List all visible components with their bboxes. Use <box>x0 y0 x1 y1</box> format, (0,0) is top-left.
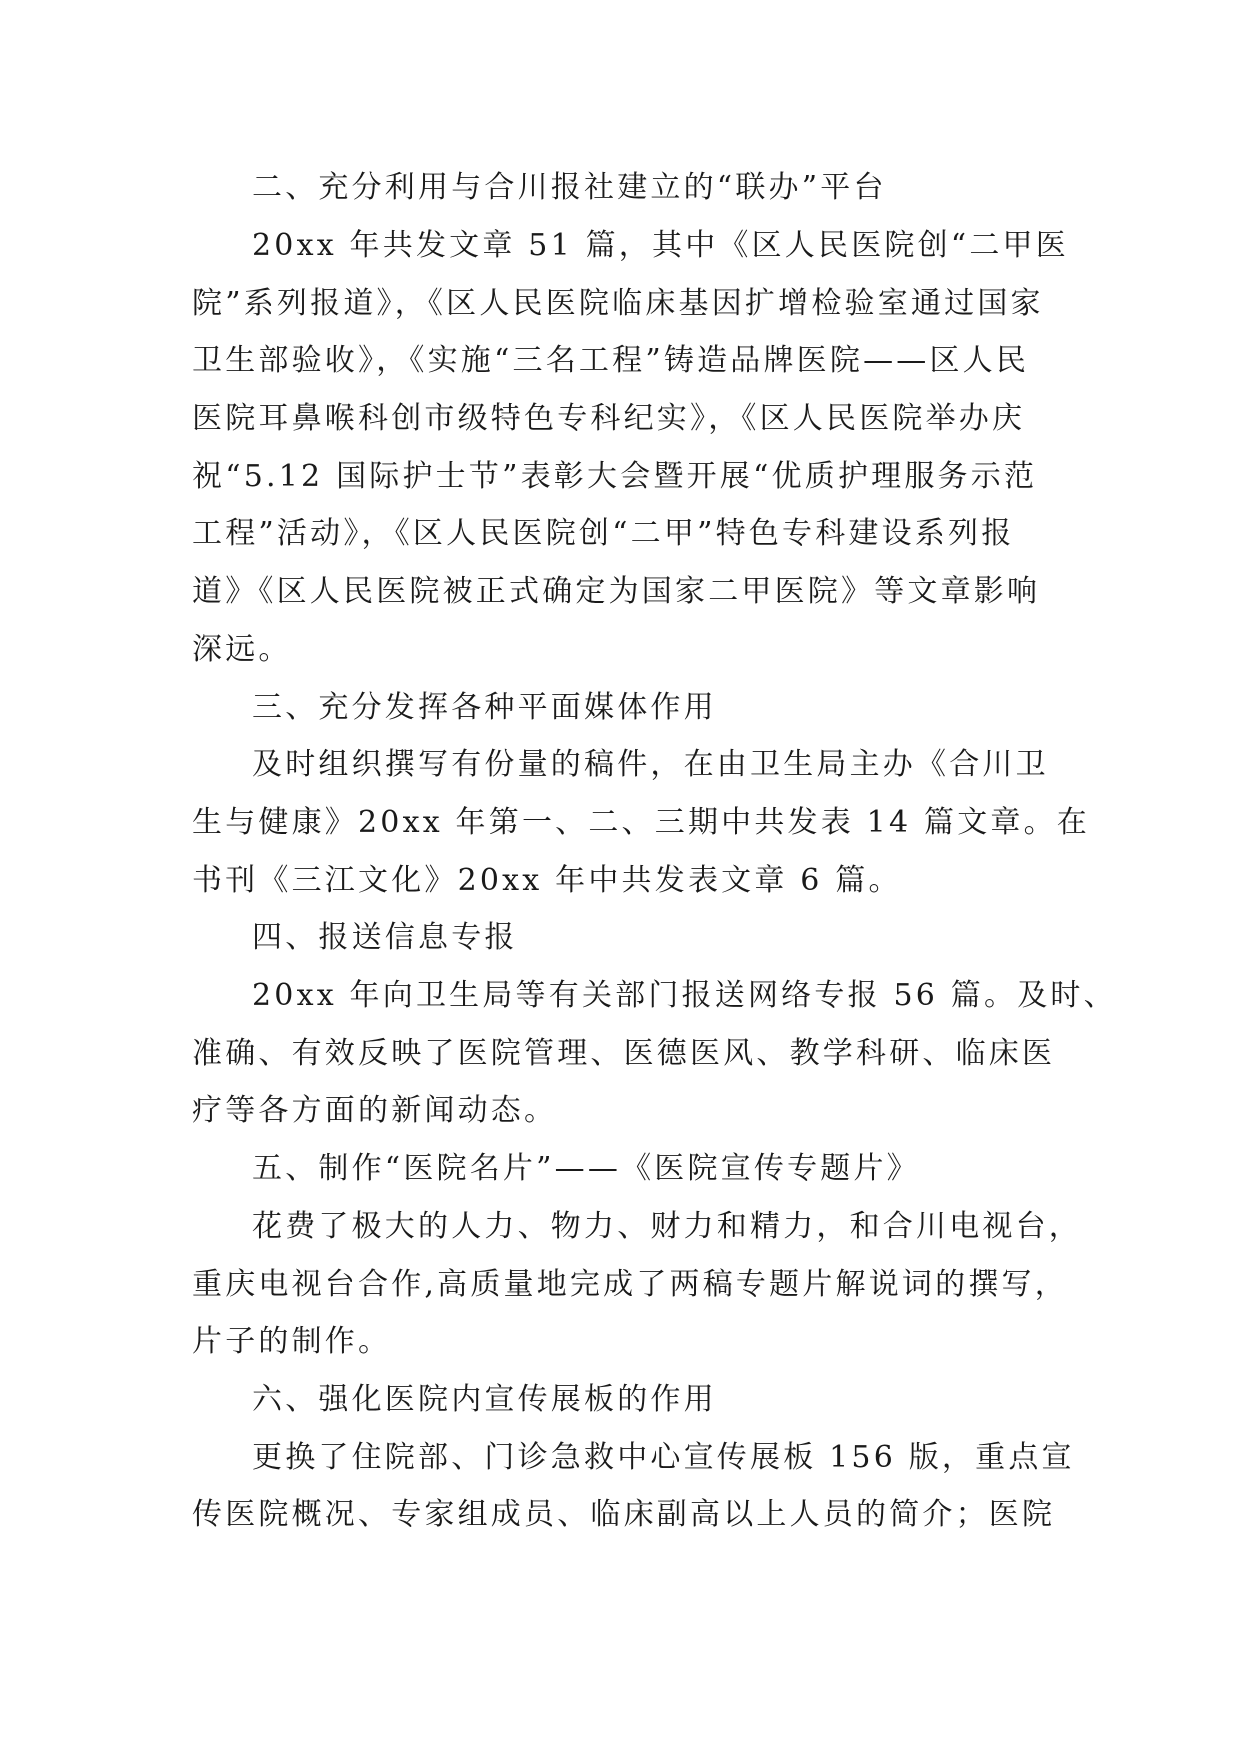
paragraph-line: 生与健康》20xx 年第一、二、三期中共发表 14 篇文章。在 <box>192 805 1090 840</box>
paragraph-line: 20xx 年向卫生局等有关部门报送网络专报 56 篇。及时、 <box>252 978 1117 1013</box>
paragraph-line: 道》《区人民医院被正式确定为国家二甲医院》等文章影响 <box>192 574 1041 609</box>
paragraph-line: 更换了住院部、门诊急救中心宣传展板 156 版，重点宣 <box>252 1440 1075 1475</box>
heading-2: 二、充分利用与合川报社建立的“联办”平台 <box>252 170 887 205</box>
paragraph-line: 深远。 <box>192 632 292 667</box>
paragraph-line: 疗等各方面的新闻动态。 <box>192 1093 558 1128</box>
paragraph-line: 准确、有效反映了医院管理、医德医风、教学科研、临床医 <box>192 1036 1056 1071</box>
heading-6: 六、强化医院内宣传展板的作用 <box>252 1382 717 1417</box>
paragraph-line: 医院耳鼻喉科创市级特色专科纪实》，《区人民医院举办庆 <box>192 401 1026 436</box>
paragraph-line: 院”系列报道》，《区人民医院临床基因扩增检验室通过国家 <box>192 286 1044 321</box>
paragraph-line: 传医院概况、专家组成员、临床副高以上人员的简介；医院 <box>192 1497 1056 1532</box>
paragraph-line: 20xx 年共发文章 51 篇，其中《区人民医院创“二甲医 <box>252 228 1069 263</box>
heading-3: 三、充分发挥各种平面媒体作用 <box>252 690 717 725</box>
paragraph-line: 工程”活动》，《区人民医院创“二甲”特色专科建设系列报 <box>192 516 1015 551</box>
paragraph-line: 祝“5.12 国际护士节”表彰大会暨开展“优质护理服务示范 <box>192 459 1038 494</box>
paragraph-line: 片子的制作。 <box>192 1324 392 1359</box>
paragraph-line: 书刊《三江文化》20xx 年中共发表文章 6 篇。 <box>192 863 902 898</box>
paragraph-line: 及时组织撰写有份量的稿件，在由卫生局主办《合川卫 <box>252 747 1049 782</box>
heading-5: 五、制作“医院名片”——《医院宣传专题片》 <box>252 1151 920 1186</box>
paragraph-line: 重庆电视台合作,高质量地完成了两稿专题片解说词的撰写， <box>192 1267 1068 1302</box>
heading-4: 四、报送信息专报 <box>252 920 518 955</box>
paragraph-line: 花费了极大的人力、物力、财力和精力，和合川电视台， <box>252 1209 1082 1244</box>
paragraph-line: 卫生部验收》，《实施“三名工程”铸造品牌医院——区人民 <box>192 343 1030 378</box>
